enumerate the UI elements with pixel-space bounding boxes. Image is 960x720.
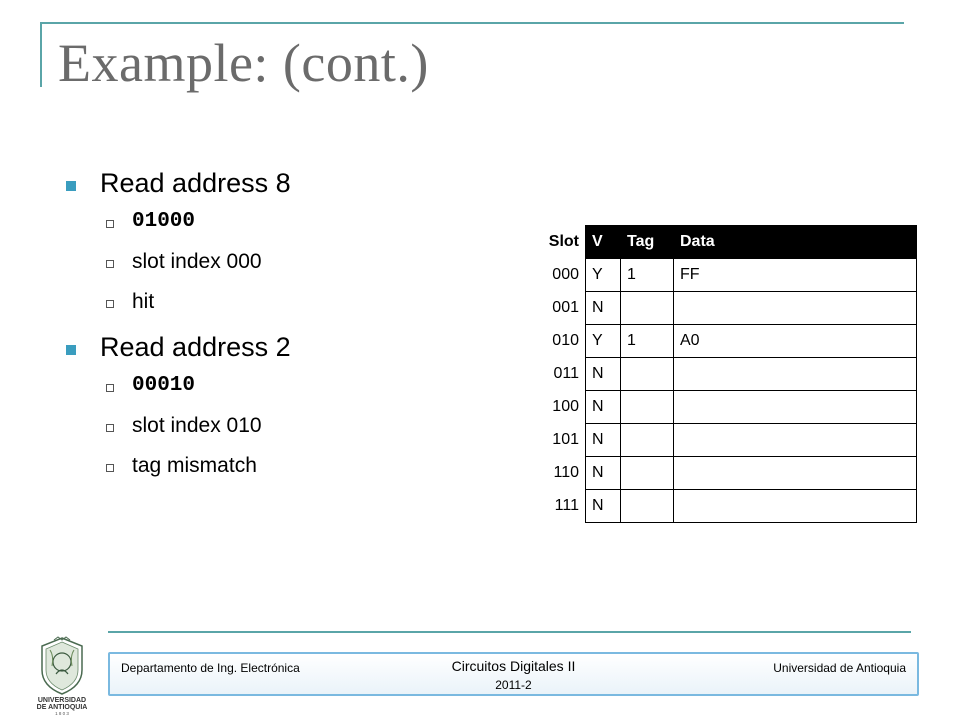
table-row [538,424,917,457]
bullet-text: Read address 2 [100,332,291,362]
valid-cell: Y [586,325,621,358]
slot-cell: 000 [552,266,579,283]
sub-bullet-text: slot index 010 [132,414,262,437]
sub-bullet-text: hit [132,290,155,313]
slot-cell: 111 [554,497,579,514]
valid-cell: N [586,490,621,523]
sub-bullet-text: slot index 000 [132,250,262,273]
tag-cell [621,292,674,325]
footer-course: Circuitos Digitales II [451,658,576,674]
data-cell [674,391,917,424]
slot-cell: 110 [553,464,579,481]
hollow-square-bullet-icon [106,220,114,228]
square-bullet-icon [66,181,76,191]
valid-cell: Y [586,259,621,292]
footer-rule [108,631,911,633]
table-row [538,325,917,358]
slot-cell: 011 [553,365,579,382]
sub-bullet-item [62,204,482,244]
table-header-row [538,226,917,259]
data-cell [674,424,917,457]
column-header-data: Data [674,226,917,259]
logo-text-line3: 1 8 0 3 [55,711,69,716]
university-logo [30,636,94,716]
data-cell: FF [674,259,917,292]
tag-cell: 1 [621,259,674,292]
slot-cell: 001 [552,299,579,316]
university-seal-icon [42,637,82,694]
sub-bullet-text: tag mismatch [132,454,257,477]
tag-cell [621,424,674,457]
slot-cell: 101 [552,431,579,448]
sub-bullet-item [62,368,482,408]
sub-bullet-item [62,448,482,488]
column-header-tag: Tag [621,226,674,259]
footer-term: 2011-2 [495,678,532,692]
logo-text-line1: UNIVERSIDAD [37,697,87,704]
data-cell [674,490,917,523]
tag-cell: 1 [621,325,674,358]
sub-bullet-item [62,408,482,448]
tag-cell [621,457,674,490]
footer-department: Departamento de Ing. Electrónica [121,661,300,675]
bullet-list [62,166,482,488]
column-header-slot: Slot [538,226,586,259]
footer-university: Universidad de Antioquia [773,661,906,675]
data-cell [674,457,917,490]
hollow-square-bullet-icon [106,424,114,432]
sub-bullet-item [62,244,482,284]
hollow-square-bullet-icon [106,300,114,308]
title-frame-top-rule [40,22,904,24]
table-row [538,292,917,325]
valid-cell: N [586,391,621,424]
data-cell [674,292,917,325]
tag-cell [621,490,674,523]
valid-cell: N [586,424,621,457]
logo-text-line2: DE ANTIOQUIA [36,704,88,711]
valid-cell: N [586,457,621,490]
table-row [538,259,917,292]
cache-table [538,225,917,523]
hollow-square-bullet-icon [106,384,114,392]
table-row [538,358,917,391]
slot-cell: 100 [552,398,579,415]
slot-cell: 010 [552,332,579,349]
footer-bar [108,652,919,696]
table-row [538,457,917,490]
tag-cell [621,391,674,424]
data-cell [674,358,917,391]
slide-title: Example: (cont.) [58,33,429,93]
tag-cell [621,358,674,391]
valid-cell: N [586,358,621,391]
bullet-text: Read address 8 [100,168,291,198]
bullet-item [62,330,482,368]
hollow-square-bullet-icon [106,260,114,268]
table-row [538,490,917,523]
hollow-square-bullet-icon [106,464,114,472]
column-header-valid: V [586,226,621,259]
data-cell: A0 [674,325,917,358]
sub-bullet-item [62,284,482,324]
sub-bullet-text: 00010 [132,374,196,397]
table-row [538,391,917,424]
sub-bullet-text: 01000 [132,210,196,233]
bullet-item [62,166,482,204]
square-bullet-icon [66,345,76,355]
title-frame-left-rule [40,22,42,87]
valid-cell: N [586,292,621,325]
